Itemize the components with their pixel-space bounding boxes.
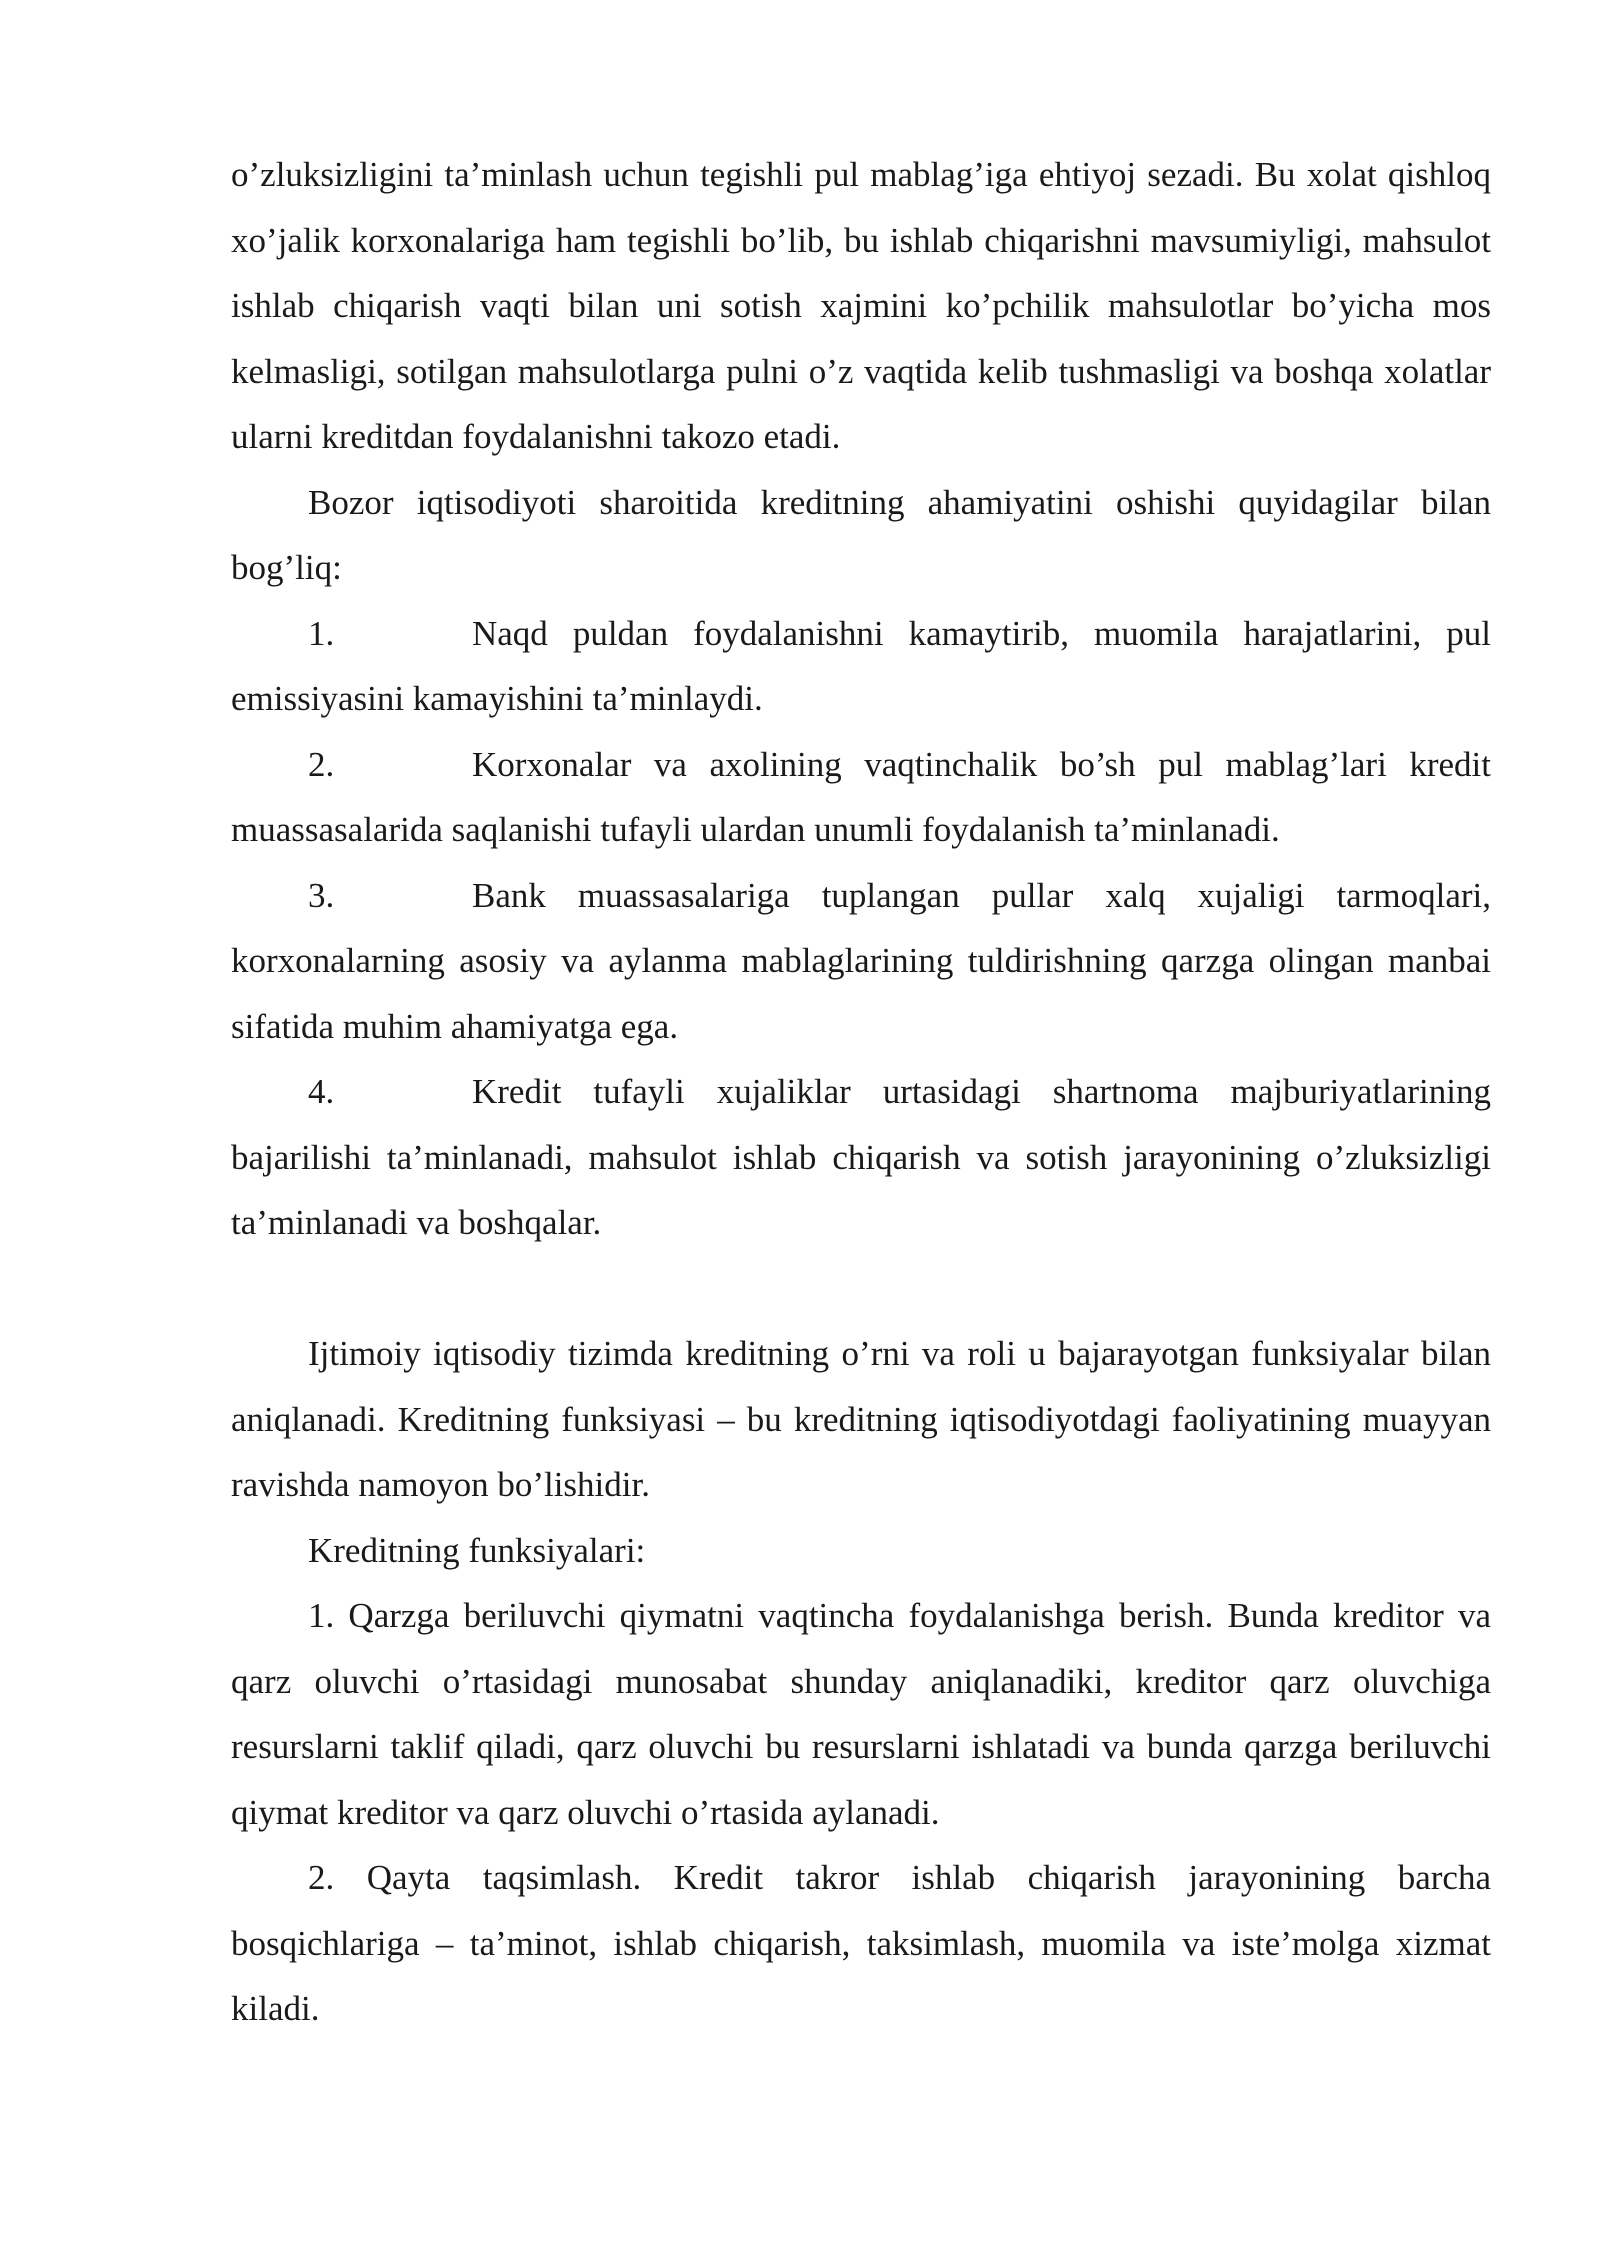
paragraph-function-2: 2. Qayta taqsimlash. Kredit takror ishlab chiqarish jarayonining barcha bosqichlariga – ta’minot, ishlab chiqarish, taksimlash, muomila va iste’molga xizmat kiladi. (231, 1858, 1491, 2028)
list-item-number: 4. (308, 1072, 335, 1111)
list-item (231, 1059, 1491, 1256)
list-item (231, 863, 1491, 1060)
paragraph-continuation: o’zluksizligini ta’minlash uchun tegishli pul mablag’iga ehtiyoj sezadi. Bu xolat qishloq xo’jalik korxonalariga ham tegishli bo’lib, bu ishlab chiqarishni mavsumiyligi, mahsulot ishlab chiqarish vaqti bilan uni sotish xajmini ko’pchilik mahsulotlar bo’yicha mos kelmasligi, sotilgan mahsulotlarga pulni o’z vaqtida kelib tushmasligi va boshqa xolatlar ularni kreditdan foydalanishni takozo etadi. (231, 155, 1491, 456)
document-body (231, 142, 1491, 2042)
list-item-text: Bank muassasalariga tuplangan pullar xalq xujaligi tarmoqlari, korxonalarning asosiy va aylanma mablaglarining tuldirishning qarzga olingan manbai sifatida muhim ahamiyatga ega. (231, 875, 1491, 1046)
list-item-number: 3. (308, 875, 335, 915)
list-item-number: 2. (308, 744, 335, 784)
paragraph-spacer (231, 1256, 1491, 1322)
paragraph-role: Ijtimoiy iqtisodiy tizimda kreditning o’rni va roli u bajarayotgan funksiyalar bilan aniqlanadi. Kreditning funksiyasi – bu kreditning iqtisodiyotdagi faoliyatining muayyan ravishda namoyon bo’lishidir. (231, 1334, 1491, 1504)
list-item (231, 601, 1491, 732)
list-item-text: Naqd puldan foydalanishni kamaytirib, muomila harajatlarini, pul emissiyasini kamayishini ta’minlaydi. (231, 613, 1491, 718)
paragraph-functions-heading: Kreditning funksiyalari: (308, 1530, 646, 1570)
paragraph-function-1: 1. Qarzga beriluvchi qiymatni vaqtincha foydalanishga berish. Bunda kreditor va qarz oluvchi o’rtasidagi munosabat shunday aniqlanadiki, kreditor qarz oluvchiga resurslarni taklif qiladi, qarz oluvchi bu resurslarni ishlatadi va bunda qarzga beriluvchi qiymat kreditor va qarz oluvchi o’rtasida aylanadi. (231, 1596, 1491, 1832)
list-item-text: Korxonalar va axolining vaqtinchalik bo’sh pul mablag’lari kredit muassasalarida saqlanishi tufayli ulardan unumli foydalanish ta’minlanadi. (231, 744, 1491, 849)
list-item-text: Kredit tufayli xujaliklar urtasidagi shartnoma majburiyatlarining bajarilishi ta’minlanadi, mahsulot ishlab chiqarish va sotish jarayonining o’zluksizligi ta’minlanadi va boshqalar. (231, 1072, 1491, 1242)
list-item (231, 732, 1491, 863)
list-item-number: 1. (308, 613, 335, 653)
paragraph-intro: Bozor iqtisodiyoti sharoitida kreditning ahamiyatini oshishi quyidagilar bilan bog’liq: (231, 482, 1491, 587)
